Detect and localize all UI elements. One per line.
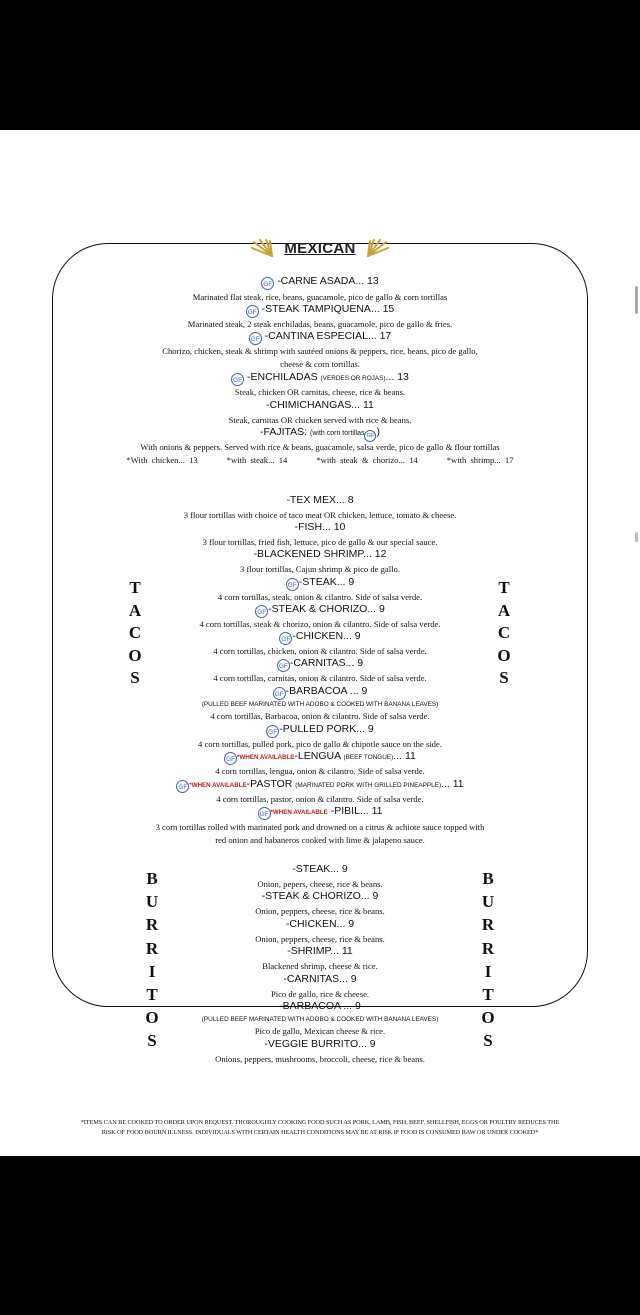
item-description: Onion, peppers, cheese, rice & beans. bbox=[255, 934, 385, 944]
menu-item-burrito-steak-chorizo: -STEAK & CHORIZO... 9 bbox=[261, 890, 379, 902]
gluten-free-icon: GF bbox=[279, 632, 292, 645]
menu-item-taco-pastor: GF *WHEN AVAILABLE-PASTOR (MARINATED PORK WITH GRILLED PINEAPPLE)... 11 bbox=[0, 778, 640, 793]
menu-item-fajitas: -FAJITAS: (with corn tortillas GF ) bbox=[0, 426, 640, 442]
gluten-free-icon: GF bbox=[176, 780, 189, 793]
item-description: Pico de gallo, rice & cheese. bbox=[270, 989, 370, 999]
menu-item-tex-mex: -TEX MEX... 8 bbox=[286, 494, 354, 506]
gluten-free-icon: GF bbox=[286, 578, 299, 591]
menu-item-cantina-especial: GF -CANTINA ESPECIAL... 17 bbox=[0, 330, 640, 345]
menu-item-carne-asada: GF -CARNE ASADA... 13 bbox=[0, 275, 640, 290]
item-description: Marinated steak, 2 steak enchiladas, beans, guacamole, pico de gallo & fries. bbox=[187, 319, 453, 329]
item-description: 4 corn tortillas, carnitas, onion & cilantro. Side of salsa verde. bbox=[213, 673, 427, 683]
gluten-free-icon: GF bbox=[273, 687, 286, 700]
item-description: Onion, pepers, cheese, rice & beans. bbox=[257, 879, 383, 889]
item-description: 4 corn tortillas, steak, onion & cilantro. Side of salsa verde. bbox=[217, 592, 423, 602]
menu-header bbox=[0, 239, 640, 257]
wheat-left-icon bbox=[250, 239, 274, 257]
menu-item-taco-barbacoa: GF -BARBACOA ... 9 bbox=[0, 685, 640, 700]
gluten-free-icon: GF bbox=[249, 332, 262, 345]
page-title: MEXICAN bbox=[284, 239, 356, 257]
item-description: 4 corn tortillas, pulled pork, pico de gallo & chipotle sauce on the side. bbox=[198, 739, 442, 749]
menu-item-taco-chicken: GF -CHICKEN... 9 bbox=[0, 630, 640, 645]
gluten-free-icon: GF bbox=[364, 430, 376, 442]
item-description: Onions, peppers, mushrooms, broccoli, cheese, rice & beans. bbox=[215, 1054, 425, 1064]
fajita-prices: *With chicken... 13 *with steak... 14 *with steak & chorizo... 14 *with shrimp... 17 bbox=[126, 455, 514, 465]
food-safety-disclaimer-line-2: RISK OF FOOD BOURN ILLNESS. INDIVIDUALS WITH CERTAIN HEALTH CONDITIONS MAY BE AT RISK IF FOOD IS CONSUMED RAW OR UNDER COOKED* bbox=[101, 1129, 539, 1136]
wheat-right-icon bbox=[366, 239, 390, 257]
item-description: 4 corn tortillas, lengua, onion & cilantro. Side of salsa verde. bbox=[215, 766, 425, 776]
menu-item-taco-pibil: GF *WHEN AVAILABLE -PIBIL... 11 bbox=[0, 805, 640, 820]
item-description: 3 flour tortillas with choice of taco meat OR chicken, lettuce, tomato & cheese. bbox=[183, 510, 457, 520]
gluten-free-icon: GF bbox=[246, 305, 259, 318]
item-description: Pico de gallo, Mexican cheese & rice. bbox=[254, 1026, 386, 1036]
tacos-label-right: T A C O S bbox=[497, 578, 511, 687]
item-description: Steak, carnitas OR chicken served with rice & beans. bbox=[228, 415, 412, 425]
item-description: Steak, chicken OR carnitas, cheese, rice & beans. bbox=[234, 387, 406, 397]
item-description: Blackened shrimp, cheese & rice. bbox=[262, 961, 378, 971]
gluten-free-icon: GF bbox=[266, 725, 279, 738]
menu-item-taco-carnitas: GF -CARNITAS... 9 bbox=[0, 657, 640, 672]
gluten-free-icon: GF bbox=[231, 373, 244, 386]
tacos-label-left: T A C O S bbox=[128, 578, 142, 687]
item-description: With onions & peppers. Served with rice & beans, guacamole, salsa verde, pico de gallo & flour tortillas bbox=[140, 442, 500, 452]
item-description: 4 corn tortillas, pastor, onion & cilantro. Side of salsa verde. bbox=[216, 794, 424, 804]
menu-item-enchiladas: GF -ENCHILADAS (VERDES OR ROJAS)... 13 bbox=[0, 371, 640, 386]
item-description: 4 corn tortillas, chicken, onion & cilantro. Side of salsa verde. bbox=[213, 646, 427, 656]
menu-item-burrito-barbacoa: -BARBACOA ... 9 bbox=[279, 1000, 361, 1012]
menu-item-fish: -FISH... 10 bbox=[294, 521, 346, 533]
menu-item-burrito-shrimp: -SHRIMP... 11 bbox=[287, 945, 353, 957]
menu-item-burrito-chicken: -CHICKEN... 9 bbox=[285, 918, 355, 930]
item-note: (PULLED BEEF MARINATED WITH ADOBO & COOKED WITH BANANA LEAVES) bbox=[201, 1016, 439, 1023]
menu-item-chimichangas: -CHIMICHANGAS... 11 bbox=[266, 399, 374, 411]
item-description: 3 flour tortillas, fried fish, lettuce, pico de gallo & our special sauce. bbox=[202, 537, 438, 547]
gluten-free-icon: GF bbox=[258, 807, 271, 820]
item-description: Chorizo, chicken, steak & shrimp with sautéed onions & peppers, rice, beans, pico de gallo, bbox=[162, 346, 478, 356]
menu-page bbox=[0, 130, 640, 1156]
menu-item-taco-steak-chorizo: GF -STEAK & CHORIZO... 9 bbox=[0, 603, 640, 618]
item-description: Onion, peppers, cheese, rice & beans. bbox=[255, 906, 385, 916]
gluten-free-icon: GF bbox=[261, 277, 274, 290]
burritos-label-left: B U R R I T O S bbox=[145, 869, 159, 1051]
menu-item-blackened-shrimp: -BLACKENED SHRIMP... 12 bbox=[253, 548, 387, 560]
item-description: red onion and habaneros cooked with lime & jalapeno sauce. bbox=[215, 835, 425, 845]
item-description: 4 corn tortillas, Barbacoa, onion & cilantro. Side of salsa verde. bbox=[210, 711, 430, 721]
item-description: 3 corn tortillas rolled with marinated pork and drowned on a citrus & achiote sauce topped with bbox=[155, 822, 485, 832]
gluten-free-icon: GF bbox=[255, 605, 268, 618]
food-safety-disclaimer-line-1: *ITEMS CAN BE COOKED TO ORDER UPON REQUEST. THOROUGHLY COOKING FOOD SUCH AS PORK, LAMB, FISH, BEEF, SHELLFISH, EGGS OR POULTRY REDUCES THE bbox=[80, 1119, 560, 1126]
menu-item-steak-tampiquena: GF -STEAK TAMPIQUENA... 15 bbox=[0, 303, 640, 318]
menu-item-burrito-carnitas: -CARNITAS... 9 bbox=[283, 973, 357, 985]
menu-item-taco-lengua: GF *WHEN AVAILABLE-LENGUA (BEEF TONGUE)... 11 bbox=[0, 750, 640, 765]
item-description: 3 flour tortillas, Cajun shrimp & pico de gallo. bbox=[240, 564, 400, 574]
item-description: cheese & corn tortillas. bbox=[280, 359, 360, 369]
menu-item-burrito-steak: -STEAK... 9 bbox=[292, 863, 348, 875]
menu-item-taco-pulled-pork: GF -PULLED PORK... 9 bbox=[0, 723, 640, 738]
item-note: (PULLED BEEF MARINATED WITH ADOBO & COOKED WITH BANANA LEAVES) bbox=[201, 701, 439, 708]
menu-item-veggie-burrito: -VEGGIE BURRITO... 9 bbox=[264, 1038, 376, 1050]
item-description: Marinated flat steak, rice, beans, guacamole, pico de gallo & corn tortillas bbox=[192, 292, 448, 302]
item-description: 4 corn tortillas, steak & chorizo, onion & cilantro. Side of salsa verde. bbox=[199, 619, 441, 629]
gluten-free-icon: GF bbox=[224, 752, 237, 765]
burritos-label-right: B U R R I T O S bbox=[481, 869, 495, 1051]
menu-item-taco-steak: GF -STEAK... 9 bbox=[0, 576, 640, 591]
gluten-free-icon: GF bbox=[277, 659, 290, 672]
